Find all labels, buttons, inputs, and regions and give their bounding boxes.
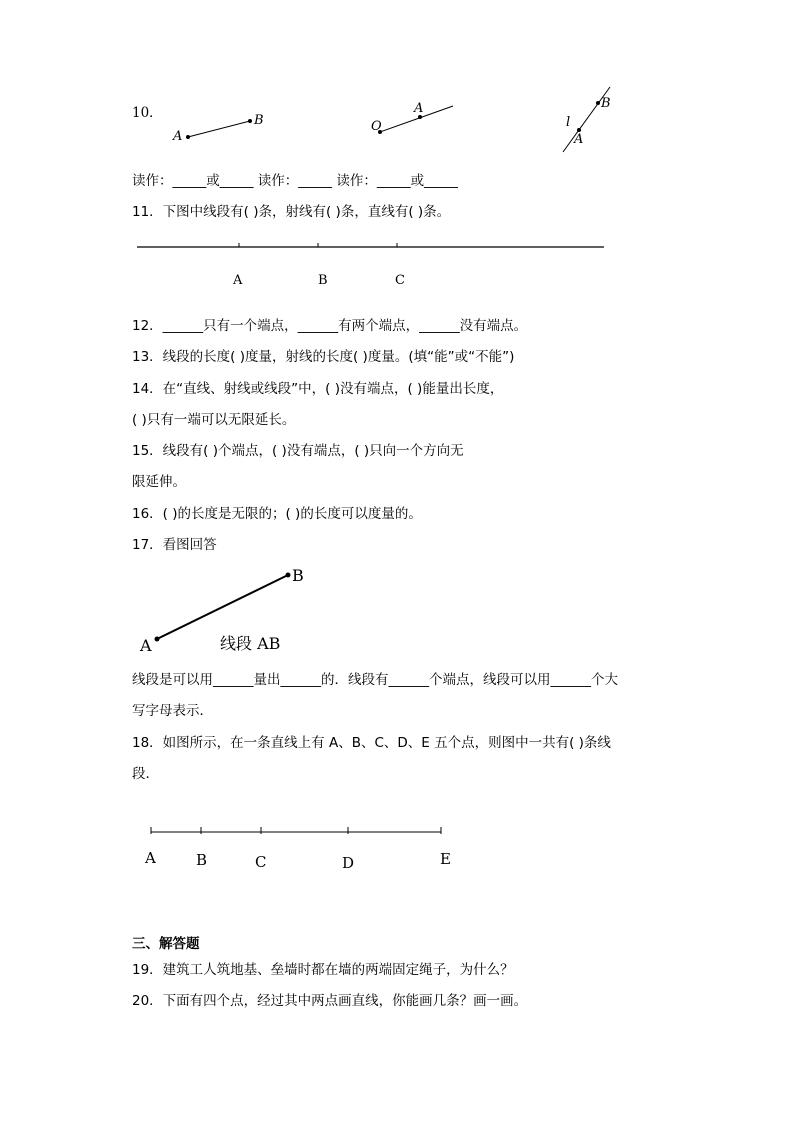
q17-text-line2: 写字母表示．: [132, 703, 213, 719]
q10-point-b: [248, 119, 252, 123]
section-3-heading: 三、解答题: [132, 936, 200, 952]
q10-label-o: O: [371, 119, 382, 134]
q10-label-l: l: [566, 115, 571, 130]
q17-label-a: A: [140, 636, 152, 655]
q10-label-a2: A: [414, 101, 424, 116]
q10-point-b3: [596, 101, 600, 105]
q13-text: 13．线段的长度( )度量，射线的长度( )度量。(填“能”或“不能”): [132, 349, 515, 365]
q18-label-e: E: [440, 850, 451, 868]
q15-line1: 15．线段有( )个端点，( )没有端点，( )只向一个方向无: [132, 443, 464, 459]
q18-label-d: D: [342, 854, 355, 872]
q15-line2: 限延伸。: [132, 474, 186, 490]
q18-label-b: B: [196, 851, 208, 869]
q10-label-b: B: [254, 113, 264, 128]
q19-text: 19．建筑工人筑地基、垒墙时都在墙的两端固定绳子，为什么？: [132, 962, 514, 978]
q17-point-b: [286, 573, 291, 578]
q10-read-line: 读作：_____或_____ 读作：_____ 读作：_____或_____: [132, 173, 458, 189]
q18-text-line2: 段．: [132, 766, 159, 782]
q10-number: 10．: [132, 105, 163, 121]
q14-line1: 14．在“直线、射线或线段”中，( )没有端点，( )能量出长度，: [132, 381, 504, 397]
q20-text: 20．下面有四个点，经过其中两点画直线，你能画几条？画一画。: [132, 993, 528, 1009]
q17-caption: 线段 AB: [220, 634, 281, 653]
q18-label-a: A: [145, 849, 156, 867]
q17-point-a: [155, 637, 160, 642]
q10-label-a: A: [173, 129, 183, 144]
q18-label-c: C: [255, 853, 267, 871]
q17-title: 17．看图回答: [132, 537, 217, 553]
q17-label-b: B: [292, 566, 304, 585]
q10-label-b3: B: [601, 96, 611, 111]
q17-segment-ab: [157, 575, 288, 639]
q11-label-c: C: [395, 273, 405, 288]
q10-label-a3: A: [574, 132, 584, 147]
q18-text-line1: 18．如图所示，在一条直线上有 A、B、C、D、E 五个点，则图中一共有( )条线: [132, 735, 611, 751]
q11-label-b: B: [318, 273, 328, 288]
q11-text: 11．下图中线段有( )条，射线有( )条，直线有( )条。: [132, 204, 451, 220]
q12-text: 12．______只有一个端点，______有两个端点，______没有端点。: [132, 318, 528, 334]
q10-segment-ab: [188, 121, 250, 137]
q10-point-a: [186, 135, 190, 139]
q14-line2: ( )只有一端可以无限延长。: [132, 412, 296, 428]
q11-label-a: A: [233, 273, 243, 288]
q17-text-line1: 线段是可以用______量出______的．线段有______个端点，线段可以用______个大: [132, 672, 618, 688]
q16-text: 16．( )的长度是无限的；( )的长度可以度量的。: [132, 506, 422, 522]
